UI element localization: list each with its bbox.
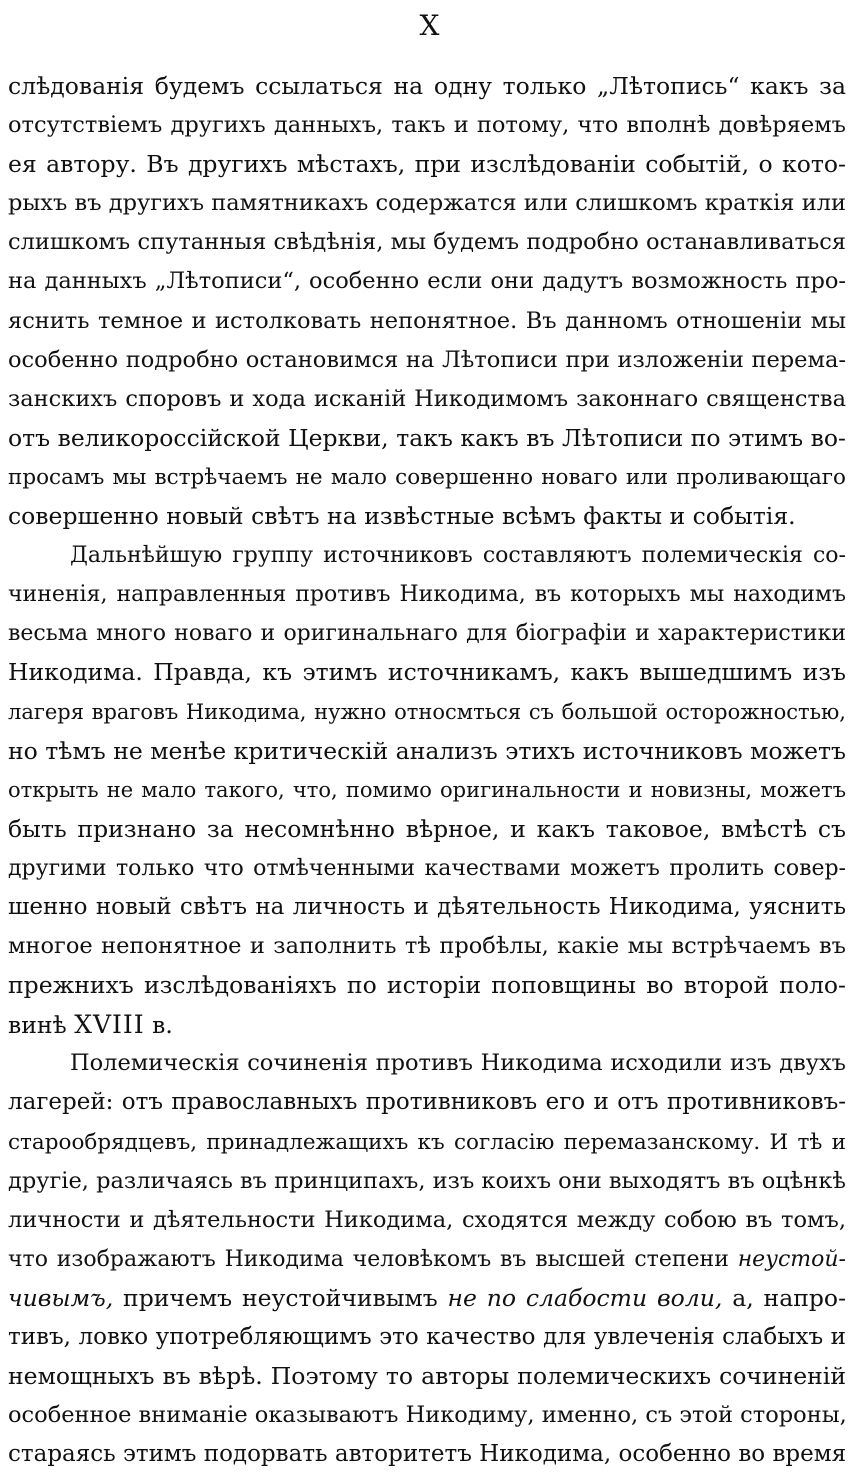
text-line: слишкомъ спутанныя свѣдѣнія, мы будемъ подробно останавливаться xyxy=(8,229,846,256)
paragraph xyxy=(8,1044,846,1474)
text-line: яснить темное и истолковать непонятное. Въ данномъ отношеніи мы xyxy=(8,307,846,334)
text-fragment: что изображаютъ Никодима человѣкомъ въ высшей степени xyxy=(8,1246,738,1272)
text-line: личности и дѣятельности Никодима, сходятся между собою въ томъ, xyxy=(8,1206,846,1233)
text-line: чиненія, направленныя противъ Никодима, въ которыхъ мы находимъ xyxy=(8,582,846,608)
text-line: весьма много новаго и оригинальнаго для біографіи и характеристики xyxy=(8,621,846,647)
text-line: другіе, различаясь въ принципахъ, изъ коихъ они выходятъ въ оцѣнкѣ xyxy=(8,1167,846,1194)
text-line: немощныхъ въ вѣрѣ. Поэтому то авторы полемическихъ сочиненій xyxy=(8,1362,846,1391)
paragraph xyxy=(8,536,846,1044)
text-line: шенно новый свѣтъ на личность и дѣятельность Никодима, уяснить xyxy=(8,893,846,920)
text-fragment: в. xyxy=(144,1011,173,1040)
text-line xyxy=(8,1005,846,1044)
text-line: занскихъ споровъ и хода исканій Никодимомъ законнаго священства xyxy=(8,385,846,412)
text-line: старообрядцевъ, принадлежащихъ къ согласію перемазанскому. И тѣ и xyxy=(8,1129,846,1155)
text-fragment: винѣ xyxy=(8,1011,75,1040)
body-text xyxy=(8,67,846,1474)
text-line: Никодима. Правда, къ этимъ источникамъ, какъ вышедшимъ изъ xyxy=(8,658,846,687)
text-line: отсутствіемъ другихъ данныхъ, такъ и потому, что вполнѣ довѣряемъ xyxy=(8,112,846,139)
text-line: просамъ мы встрѣчаемъ не мало совершенно новаго или проливающаго xyxy=(8,464,846,490)
text-line: особенное вниманіе оказываютъ Никодиму, именно, съ этой стороны, xyxy=(8,1402,847,1429)
text-line: отъ великороссійской Церкви, такъ какъ въ Лѣтописи по этимъ во- xyxy=(8,423,846,452)
text-line: прежнихъ изслѣдованіяхъ по исторіи поповщины во второй поло- xyxy=(8,971,846,1000)
text-line: особенно подробно остановимся на Лѣтописи при изложеніи перема- xyxy=(8,346,846,373)
century-numeral: XVIII xyxy=(74,1010,145,1040)
text-line: слѣдованія будемъ ссылаться на одну только „Лѣтопись“ какъ за xyxy=(8,72,846,100)
text-line: на данныхъ „Лѣтописи“, особенно если они дадутъ возможность про- xyxy=(8,268,846,295)
text-fragment: причемъ неустойчивымъ xyxy=(113,1283,448,1312)
text-line: многое непонятное и заполнить тѣ пробѣлы, какіе мы встрѣчаемъ въ xyxy=(8,933,846,960)
italic-text: чивымъ, xyxy=(8,1283,114,1312)
text-line: совершенно новый свѣтъ на извѣстные всѣмъ факты и событія. xyxy=(8,502,796,531)
italic-text: не по слабости воли, xyxy=(447,1283,723,1312)
text-line: ея автору. Въ другихъ мѣстахъ, при изслѣдованіи событій, о кото- xyxy=(8,150,846,179)
italic-text: неустой- xyxy=(737,1246,846,1272)
text-line xyxy=(8,1240,846,1279)
text-line: лагеря враговъ Никодима, нужно относмться съ большой осторожностью, xyxy=(8,699,846,724)
text-line: открыть не мало такого, что, помимо оригинальности и новизны, можетъ xyxy=(8,777,846,802)
text-line: Дальнѣйшую группу источниковъ составляютъ полемическія со- xyxy=(70,543,846,569)
text-line: быть признано за несомнѣнно вѣрное, и какъ таковое, вмѣстѣ съ xyxy=(8,814,846,843)
text-line xyxy=(8,1279,846,1318)
text-line: лагерей: отъ православныхъ противниковъ его и отъ противниковъ- xyxy=(8,1089,846,1116)
text-line: тивъ, ловко употребляющимъ это качество для увлеченія слабыхъ и xyxy=(8,1324,846,1350)
page-number: X xyxy=(419,9,441,42)
paragraph xyxy=(8,67,846,536)
text-fragment: а, напро- xyxy=(722,1283,847,1312)
text-line: Полемическія сочиненія противъ Никодима исходили изъ двухъ xyxy=(70,1050,846,1077)
text-line: стараясь этимъ подорвать авторитетъ Никодима, особенно во время xyxy=(8,1441,847,1468)
text-line: но тѣмъ не менѣе критическій анализъ этихъ источниковъ можетъ xyxy=(8,736,846,765)
text-line: другими только что отмѣченными качествами можетъ пролить совер- xyxy=(8,855,846,881)
text-line: рыхъ въ другихъ памятникахъ содержатся или слишкомъ краткія или xyxy=(8,190,846,217)
